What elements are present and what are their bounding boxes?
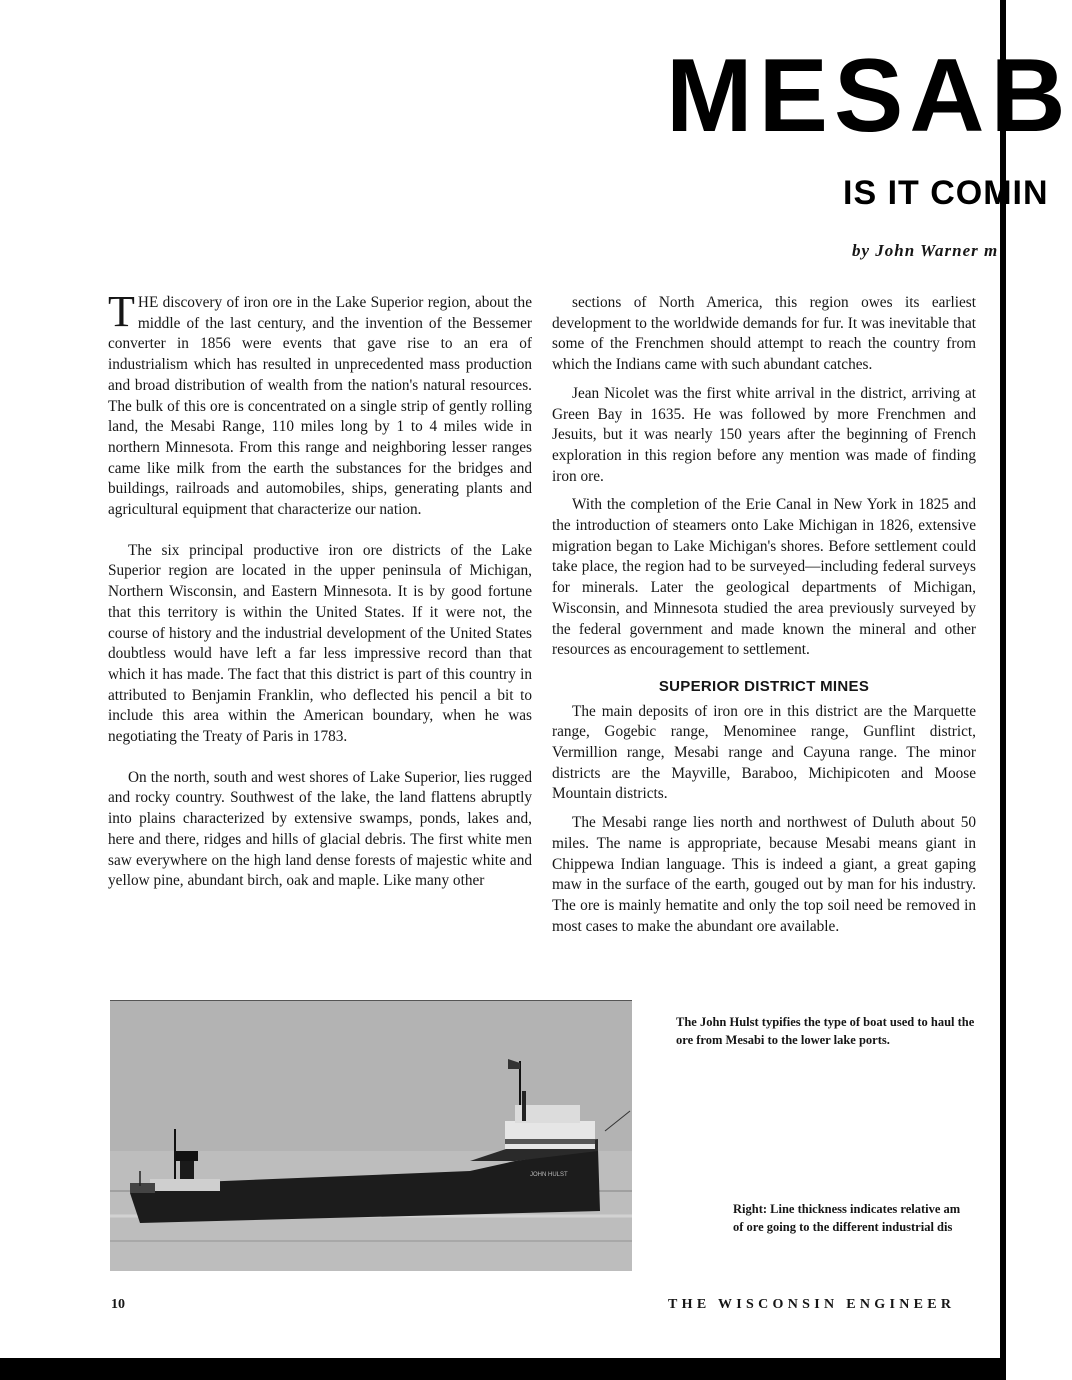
paragraph: On the north, south and west shores of Lake Superior, lies rugged and rocky country. Southwest of the lake, the land flattens abruptly into plains characterized by extensive swamps, ponds, lakes and, here and there, ridges and hills of glacial debris. The first white men saw everywhere on the high land dense forests of majestic white and yellow pine, abundant birch, oak and maple. Like many other — [108, 768, 532, 890]
ship-photo — [110, 1000, 632, 1271]
drop-cap: T — [108, 287, 135, 336]
journal-name: THE WISCONSIN ENGINEER — [668, 1297, 956, 1312]
map-caption — [733, 1200, 1003, 1236]
paragraph: The six principal productive iron ore districts of the Lake Superior region are located in the upper peninsula of Michigan, Northern Wisconsin, and Eastern Minnesota. It is by good fortune that this territory is within the United States. If it were not, the course of history and the industrial development of the United States doubtless would have left a far less impressive record than that which it has made. The fact that this district is part of this country in attributed to Benjamin Franklin, who deflected his pencil a bit to include this area within the American boundary, when he was negotiating the Treaty of Paris in 1783. — [108, 541, 532, 746]
photo-caption: The John Hulst typifies the type of boat used to haul the ore from Mesabi to the lower lake ports. — [676, 1015, 975, 1047]
article-byline: by John Warner m — [852, 241, 999, 260]
paragraph: With the completion of the Erie Canal in New York in 1825 and the introduction of steamers onto Lake Michigan in 1826, extensive migration began to Lake Michigan's shores. Before settlement could take place, the region had to be surveyed—including federal surveys for minerals. Later the geological departments of Michigan, Wisconsin, and Minnesota studied the area previously surveyed by the federal government and made known the mineral and other resources as encouragement to settlement. — [552, 496, 976, 659]
text-column-left — [108, 287, 532, 892]
map-caption-line: Right: Line thickness indicates relative am — [733, 1202, 961, 1216]
map-caption-line: of ore going to the different industrial dis — [733, 1220, 953, 1234]
ship-name-label: JOHN HULST — [530, 1172, 568, 1178]
paragraph: Jean Nicolet was the first white arrival in the district, arriving at Green Bay in 1635. He was followed by more Frenchmen and Jesuits, but it was nearly 150 years after the beginning of French exploration in this region before any mention was made of finding iron ore. — [552, 384, 976, 485]
paragraph: THE discovery of iron ore in the Lake Superior region, about the middle of the last century, and the invention of the Bessemer converter in 1856 were events that gave rise to an era of industrialism which has resulted in unprecedented mass production and broad distribution of wealth from the nation's natural resources. The bulk of this ore is concentrated on a single strip of gently rolling land, the Mesabi Range, 110 miles long by 1 to 4 miles wide in northern Minnesota. From this range and neighboring lesser ranges came like milk from the earth the substances for the bridges and buildings, railroads and automobiles, ships, generating plants and agricultural equipment that characterize our nation. — [108, 287, 532, 519]
article-subtitle: IS IT COMIN — [843, 174, 1049, 212]
text-column-right — [552, 293, 976, 937]
section-heading: SUPERIOR DISTRICT MINES — [658, 677, 870, 695]
article-title: MESAB — [666, 38, 1072, 154]
page-number: 10 — [111, 1297, 125, 1312]
paragraph: sections of North America, this region owes its earliest development to the worldwide demands for fur. It was inevitable that some of the Frenchmen should attempt to reach the country from which the Indians came with such abundant catches. — [552, 294, 976, 374]
ore-boat-illustration — [110, 1001, 632, 1271]
paragraph: The Mesabi range lies north and northwest of Duluth about 50 miles. The name is appropriate, because Mesabi means giant in Chippewa Indian language. This is indeed a giant, a great gaping maw in the surface of the earth, gouged out by man for his industry. The ore is mainly hematite and only the top soil need be removed in most cases to make the abundant ore available. — [552, 814, 976, 935]
scan-edge-bottom — [0, 1358, 1006, 1380]
paragraph: The main deposits of iron ore in this district are the Marquette range, Gogebic range, Menominee range, Gunflint district, Vermillion range, Mesabi range and Cayuna range. The minor districts are the Mayville, Baraboo, Michipicoten and Moose Mountain districts. — [552, 702, 976, 803]
